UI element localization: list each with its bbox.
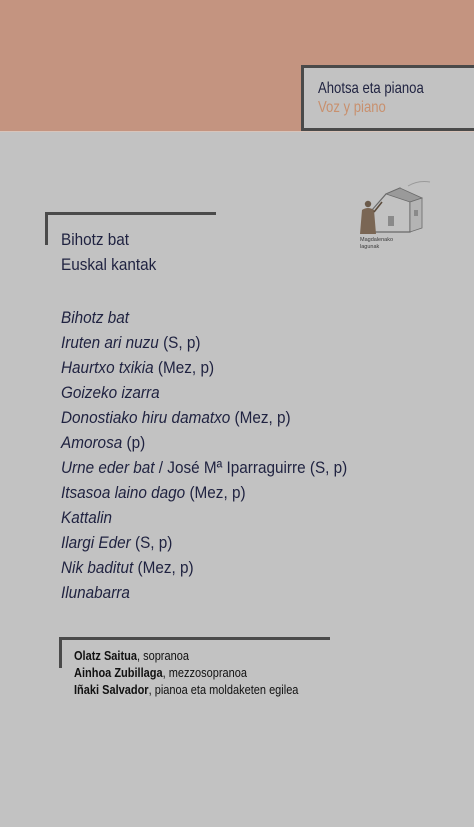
song-note: / José Mª Iparraguirre (S, p) <box>154 458 348 477</box>
performer-line <box>74 682 298 699</box>
song-note: (S, p) <box>130 533 173 552</box>
song-note: (p) <box>122 433 146 452</box>
performer-role: , pianoa eta moldaketen egilea <box>148 683 299 697</box>
program-item <box>61 405 347 430</box>
program-item <box>61 380 347 405</box>
song-title: Bihotz bat <box>61 308 130 327</box>
program-item <box>61 305 347 330</box>
performer-role: , sopranoa <box>136 649 189 663</box>
concert-subtitle: Euskal kantak <box>61 255 157 274</box>
song-note: (Mez, p) <box>230 408 291 427</box>
performer-line <box>74 665 298 682</box>
concert-title-block <box>61 227 167 277</box>
performer-name: Ainhoa Zubillaga <box>74 666 163 680</box>
program-item <box>61 480 347 505</box>
program-item <box>61 530 347 555</box>
performer-name: Olatz Saitua <box>74 649 137 663</box>
program-list <box>61 305 379 605</box>
header-subtitle: Voz y piano <box>318 99 386 116</box>
program-item <box>61 455 347 480</box>
header-box <box>301 65 474 131</box>
program-item <box>61 330 347 355</box>
song-note: (Mez, p) <box>185 483 246 502</box>
performer-role: , mezzosopranoa <box>162 666 248 680</box>
performer-line <box>74 648 298 665</box>
program-item <box>61 555 347 580</box>
program-item <box>61 505 347 530</box>
song-title: Urne eder bat <box>61 458 155 477</box>
song-title: Iruten ari nuzu <box>61 333 159 352</box>
song-title: Amorosa <box>61 433 123 452</box>
song-title: Goizeko izarra <box>61 383 160 402</box>
song-title: Kattalin <box>61 508 113 527</box>
logo-line-1: Magdalenako <box>360 237 394 243</box>
concert-title: Bihotz bat <box>61 230 130 249</box>
program-item <box>61 580 347 605</box>
program-item <box>61 355 347 380</box>
song-title: Haurtxo txikia <box>61 358 154 377</box>
song-title: Donostiako hiru damatxo <box>61 408 231 427</box>
song-title: Ilargi Eder <box>61 533 131 552</box>
song-note: (S, p) <box>158 333 201 352</box>
song-title: Ilunabarra <box>61 583 130 602</box>
song-note: (Mez, p) <box>133 558 194 577</box>
logo-text <box>360 237 393 251</box>
program-item <box>61 430 347 455</box>
song-title: Nik baditut <box>61 558 134 577</box>
performer-name: Iñaki Salvador <box>74 683 149 697</box>
logo-line-2: lagunak <box>360 244 380 250</box>
song-note: (Mez, p) <box>153 358 215 377</box>
performers-block <box>74 648 329 699</box>
header-title: Ahotsa eta pianoa <box>318 80 424 97</box>
song-title: Itsasoa laino dago <box>61 483 186 502</box>
